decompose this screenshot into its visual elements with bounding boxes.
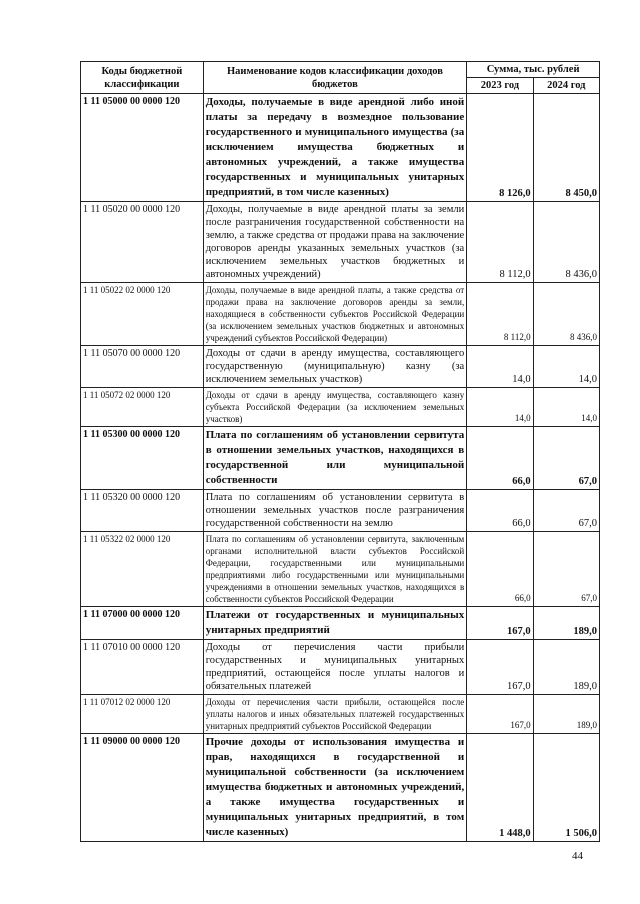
table-row: [81, 346, 600, 388]
row-value-2024: 189,0: [533, 695, 599, 734]
row-value-2024: 8 450,0: [533, 94, 599, 202]
table-row: [81, 734, 600, 842]
row-code: 1 11 05300 00 0000 120: [81, 427, 204, 490]
row-value-2024: 67,0: [533, 427, 599, 490]
row-value-2023: 66,0: [467, 532, 533, 607]
table-row: [81, 532, 600, 607]
row-name: Доходы, получаемые в виде арендной платы, а также средства от продажи права на заключение договоров аренды за земли, находящиеся в собственности субъектов Российской Федерации (за исключением земельных участков бюджетных и автономных учреждений субъектов Российской Федерации): [203, 283, 467, 346]
row-name: Доходы от сдачи в аренду имущества, составляющего государственную (муниципальную) казну (за исключением земельных участков): [203, 346, 467, 388]
table-row: [81, 202, 600, 283]
row-code: 1 11 07010 00 0000 120: [81, 640, 204, 695]
row-name: Плата по соглашениям об установлении сервитута в отношении земельных участков после разграничения государственной собственности на землю: [203, 490, 467, 532]
row-name: Плата по соглашениям об установлении сервитута в отношении земельных участков, находящихся в государственной или муниципальной собственности: [203, 427, 467, 490]
row-value-2024: 14,0: [533, 346, 599, 388]
row-code: 1 11 05070 00 0000 120: [81, 346, 204, 388]
row-value-2024: 14,0: [533, 388, 599, 427]
row-value-2023: 167,0: [467, 695, 533, 734]
row-code: 1 11 05072 02 0000 120: [81, 388, 204, 427]
header-code: Коды бюджетной классификации: [81, 62, 204, 94]
row-name: Прочие доходы от использования имущества и прав, находящихся в государственной и муниципальной собственности (за исключением имущества бюджетных и автономных учреждений, а также имущества государственных и муниципальных унитарных предприятий, в том числе казенных): [203, 734, 467, 842]
row-code: 1 11 07000 00 0000 120: [81, 607, 204, 640]
row-name: Доходы, получаемые в виде арендной платы за земли после разграничения государственной собственности на землю, а также средства от продажи права на заключение договоров аренды указанных земельных участков (за исключением земельных участков бюджетных и автономных учреждений): [203, 202, 467, 283]
row-value-2023: 167,0: [467, 607, 533, 640]
table-row: [81, 490, 600, 532]
row-value-2024: 67,0: [533, 532, 599, 607]
row-code: 1 11 05000 00 0000 120: [81, 94, 204, 202]
header-year-2024: 2024 год: [533, 78, 599, 94]
row-value-2023: 66,0: [467, 427, 533, 490]
row-value-2024: 1 506,0: [533, 734, 599, 842]
row-value-2024: 189,0: [533, 640, 599, 695]
row-value-2023: 14,0: [467, 346, 533, 388]
row-code: 1 11 05322 02 0000 120: [81, 532, 204, 607]
table-row: [81, 283, 600, 346]
row-value-2023: 1 448,0: [467, 734, 533, 842]
table-row: [81, 388, 600, 427]
row-value-2023: 8 126,0: [467, 94, 533, 202]
row-value-2023: 8 112,0: [467, 202, 533, 283]
row-code: 1 11 07012 02 0000 120: [81, 695, 204, 734]
row-value-2024: 67,0: [533, 490, 599, 532]
row-name: Доходы, получаемые в виде арендной либо иной платы за передачу в возмездное пользование государственного и муниципального имущества (за исключением имущества бюджетных и автономных учреждений, а также имущества государственных и муниципальных унитарных предприятий, в том числе казенных): [203, 94, 467, 202]
table-row: [81, 695, 600, 734]
table-row: [81, 94, 600, 202]
row-code: 1 11 09000 00 0000 120: [81, 734, 204, 842]
row-name: Доходы от перечисления части прибыли, остающейся после уплаты налогов и иных обязательных платежей государственных унитарных предприятий субъектов Российской Федерации: [203, 695, 467, 734]
table-row: [81, 427, 600, 490]
budget-table: [80, 61, 600, 842]
row-value-2024: 8 436,0: [533, 202, 599, 283]
row-name: Доходы от сдачи в аренду имущества, составляющего казну субъекта Российской Федерации (за исключением земельных участков): [203, 388, 467, 427]
page-number: 44: [572, 850, 583, 862]
row-name: Доходы от перечисления части прибыли государственных и муниципальных унитарных предприятий, остающейся после уплаты налогов и обязательных платежей: [203, 640, 467, 695]
row-value-2023: 8 112,0: [467, 283, 533, 346]
row-name: Платежи от государственных и муниципальных унитарных предприятий: [203, 607, 467, 640]
row-value-2023: 14,0: [467, 388, 533, 427]
table-row: [81, 640, 600, 695]
row-value-2023: 66,0: [467, 490, 533, 532]
row-value-2024: 189,0: [533, 607, 599, 640]
header-name: Наименование кодов классификации доходов бюджетов: [203, 62, 467, 94]
header-sum: Сумма, тыс. рублей: [467, 62, 600, 78]
row-value-2023: 167,0: [467, 640, 533, 695]
row-code: 1 11 05022 02 0000 120: [81, 283, 204, 346]
header-row: [81, 62, 600, 78]
header-year-2023: 2023 год: [467, 78, 533, 94]
row-code: 1 11 05320 00 0000 120: [81, 490, 204, 532]
row-value-2024: 8 436,0: [533, 283, 599, 346]
table-row: [81, 607, 600, 640]
row-name: Плата по соглашениям об установлении сервитута, заключенным органами исполнительной власти субъектов Российской Федерации, государственными или муниципальными предприятиями либо государственными или муниципальными учреждениями в отношении земельных участков, находящихся в собственности субъектов Российской Федерации: [203, 532, 467, 607]
row-code: 1 11 05020 00 0000 120: [81, 202, 204, 283]
